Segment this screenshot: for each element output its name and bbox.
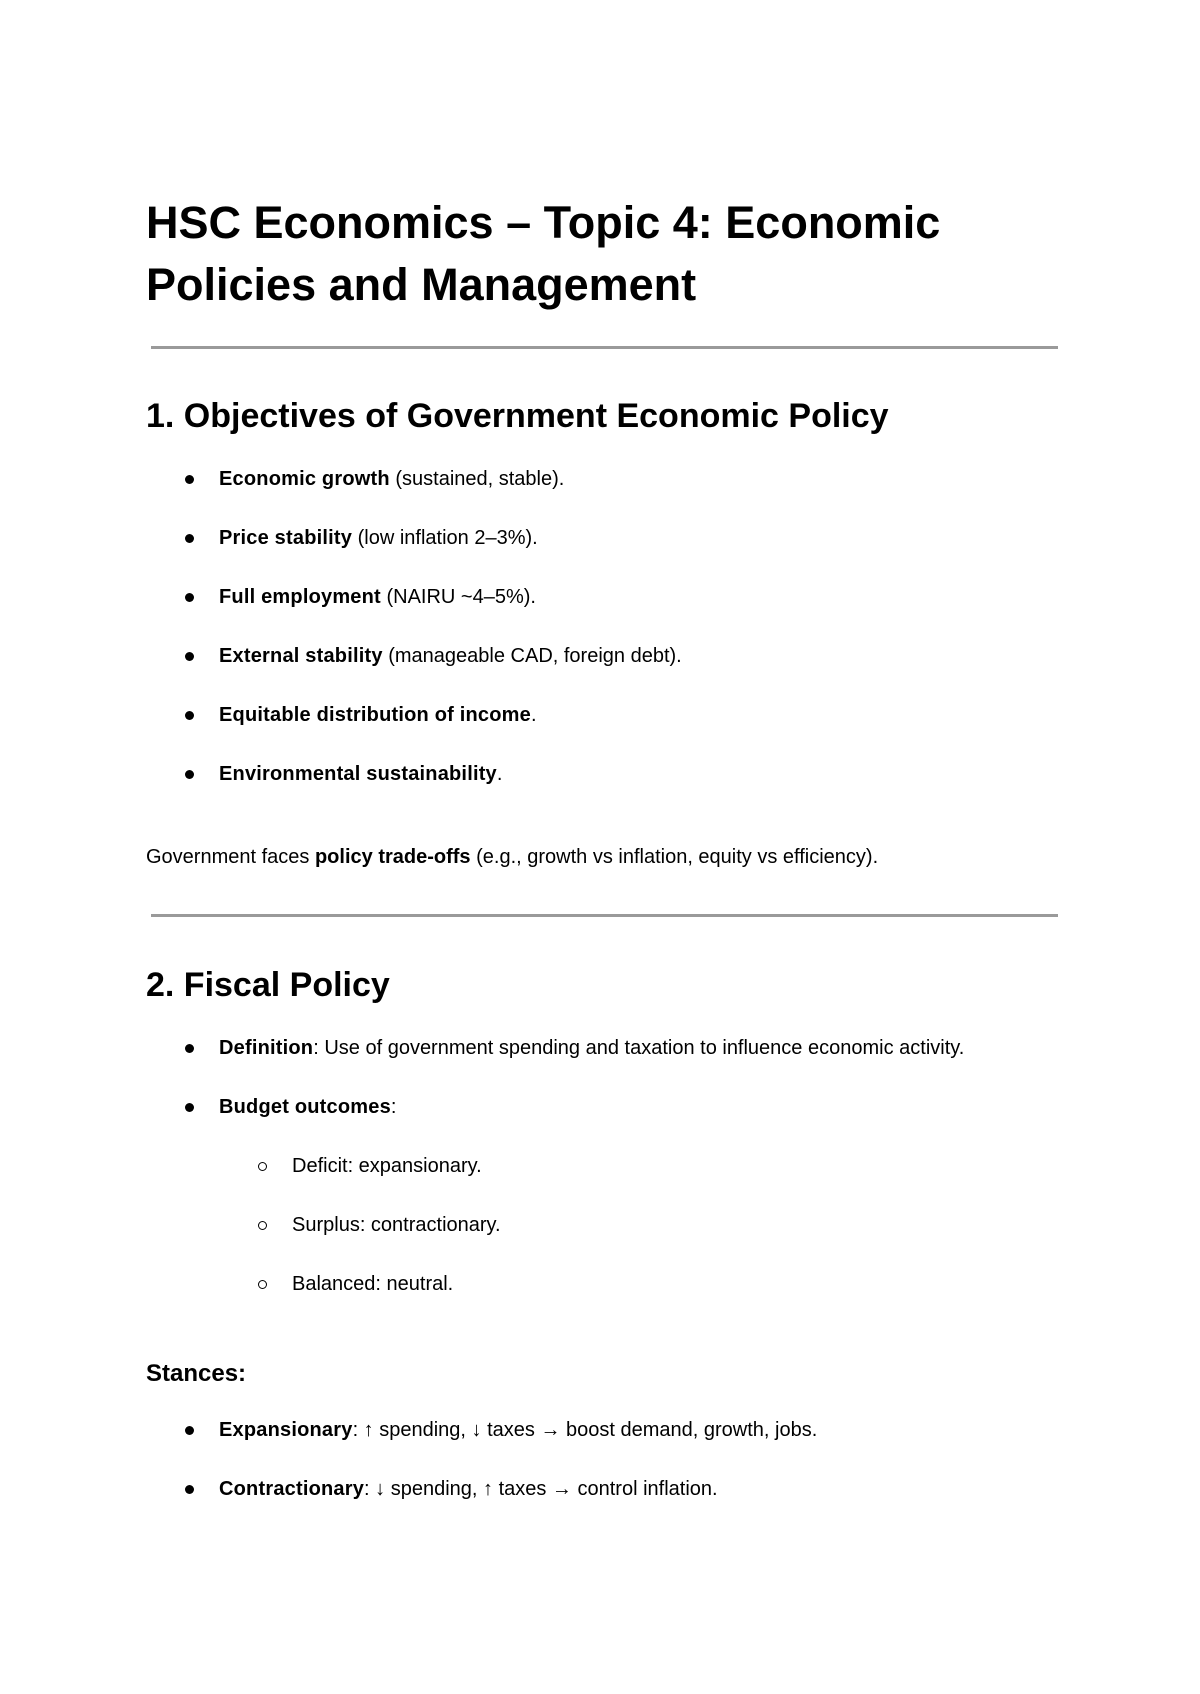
sub-list-item <box>292 1212 501 1238</box>
list-item <box>219 525 538 551</box>
list-item <box>219 761 502 787</box>
list-item-term: Environmental sustainability <box>219 763 497 785</box>
list-item-term: Budget outcomes <box>219 1096 391 1118</box>
list-item-text: . <box>496 763 503 785</box>
horizontal-rule <box>151 914 1058 917</box>
list-item <box>219 1094 396 1120</box>
list-item-text: : ↓ spending, ↑ taxes → control inflation. <box>364 1478 718 1500</box>
list-item <box>219 643 682 669</box>
list-item <box>219 584 536 610</box>
bullet-icon <box>185 1103 194 1112</box>
section-heading-objectives: 1. Objectives of Government Economic Policy <box>146 397 889 435</box>
list-item-text: . <box>530 704 537 726</box>
sub-list-item-text: Balanced: neutral. <box>292 1273 454 1295</box>
list-item-term: Expansionary <box>219 1419 353 1441</box>
list-item <box>219 702 537 728</box>
list-item-text: (NAIRU ~4–5%). <box>380 586 536 608</box>
hollow-bullet-icon <box>258 1162 267 1171</box>
bullet-icon <box>185 1426 194 1435</box>
stances-heading: Stances: <box>146 1360 247 1387</box>
section-heading-fiscal-policy: 2. Fiscal Policy <box>146 966 390 1004</box>
bullet-icon <box>185 1485 194 1494</box>
list-item-term: Full employment <box>219 586 381 608</box>
trade-offs-paragraph <box>146 844 878 870</box>
hollow-bullet-icon <box>258 1221 267 1230</box>
list-item-term: Economic growth <box>219 468 390 490</box>
bullet-icon <box>185 475 194 484</box>
sub-list-item <box>292 1153 482 1179</box>
paragraph-text: Government faces <box>146 846 315 868</box>
list-item <box>219 1035 964 1061</box>
bullet-icon <box>185 711 194 720</box>
list-item-term: External stability <box>219 645 383 667</box>
paragraph-text: (e.g., growth vs inflation, equity vs efficiency). <box>470 846 879 868</box>
list-item-term: Contractionary <box>219 1478 365 1500</box>
list-item <box>219 466 564 492</box>
document-title: HSC Economics – Topic 4: Economic Policies and Management <box>146 197 941 310</box>
hollow-bullet-icon <box>258 1280 267 1289</box>
list-item-text: : <box>390 1096 397 1118</box>
horizontal-rule <box>151 346 1058 349</box>
bullet-icon <box>185 652 194 661</box>
list-item-text: (low inflation 2–3%). <box>352 527 538 549</box>
bullet-icon <box>185 534 194 543</box>
bullet-icon <box>185 593 194 602</box>
list-item-text: : Use of government spending and taxation to influence economic activity. <box>313 1037 965 1059</box>
sub-list-item-text: Deficit: expansionary. <box>292 1155 482 1177</box>
list-item-term: Equitable distribution of income <box>219 704 531 726</box>
paragraph-term: policy trade-offs <box>314 846 471 868</box>
list-item-text: (manageable CAD, foreign debt). <box>382 645 682 667</box>
list-item-term: Definition <box>219 1037 314 1059</box>
bullet-icon <box>185 770 194 779</box>
sub-list-item <box>292 1271 453 1297</box>
list-item-text: (sustained, stable). <box>389 468 565 490</box>
list-item-text: : ↑ spending, ↓ taxes → boost demand, growth, jobs. <box>352 1419 818 1441</box>
sub-list-item-text: Surplus: contractionary. <box>292 1214 501 1236</box>
bullet-icon <box>185 1044 194 1053</box>
list-item <box>219 1476 718 1502</box>
list-item <box>219 1417 817 1443</box>
list-item-term: Price stability <box>219 527 353 549</box>
